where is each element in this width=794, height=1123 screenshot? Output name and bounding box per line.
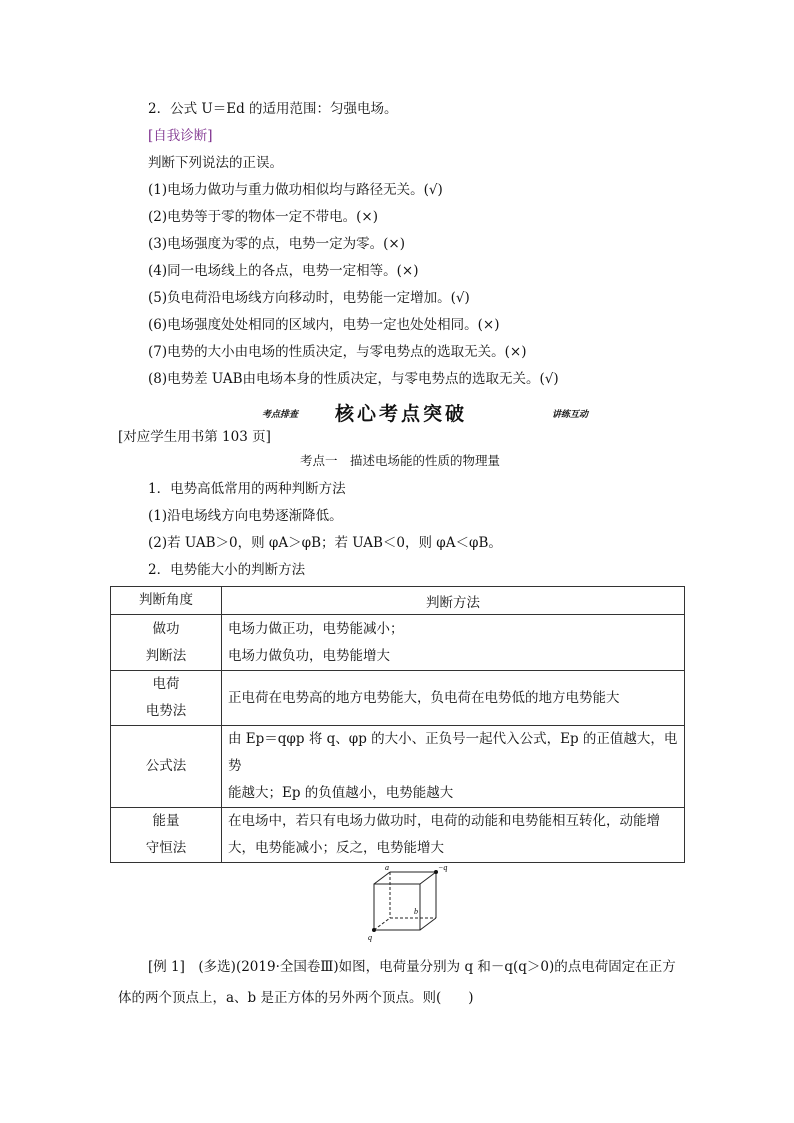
statement-4: (4)同一电场线上的各点，电势一定相等。(×): [148, 263, 419, 279]
angle-line: 判断法: [145, 647, 187, 664]
formula-line: 2．公式 U＝Ed 的适用范围：匀强电场。: [148, 101, 398, 117]
header-angle: 判断角度: [111, 587, 222, 615]
statement-8: (8)电势差 UAB由电场本身的性质决定，与零电势点的选取无关。(√): [148, 371, 559, 387]
section-title: 考点一 描述电场能的性质的物理量: [300, 453, 501, 468]
banner-title: 核心考点突破: [335, 403, 468, 425]
angle-line: 电势法: [145, 703, 187, 719]
method-line: 能越大；Ep 的负值越小，电势能越大: [228, 785, 454, 801]
angle-cell: [111, 671, 222, 726]
method-line: 电场力做正功，电势能减小；: [228, 620, 404, 637]
cube-figure: [360, 862, 452, 942]
table-row: [111, 671, 685, 726]
statement-7: (7)电势的大小由电场的性质决定，与零电势点的选取无关。(×): [148, 344, 527, 360]
charge-q-dot: [372, 928, 376, 932]
table-row: [111, 726, 685, 808]
angle-line: 做功: [152, 620, 180, 637]
table-header-row: [111, 587, 685, 615]
angle-cell: [111, 808, 222, 863]
intro-text: 判断下列说法的正误。: [148, 155, 283, 171]
method-1: (1)沿电场线方向电势逐渐降低。: [148, 508, 343, 524]
label-minus-q: −q: [438, 863, 448, 872]
method-cell: [222, 726, 685, 808]
angle-line: 能量: [152, 813, 180, 829]
self-check-heading: [自我诊断]: [148, 128, 213, 144]
method-cell: [222, 615, 685, 671]
method-line: 大，电势能减小；反之，电势能增大: [228, 840, 444, 856]
statement-3: (3)电场强度为零的点，电势一定为零。(×): [148, 236, 405, 252]
angle-line: 公式法: [145, 758, 187, 774]
statement-1: (1)电场力做功与重力做功相似均与路径无关。(√): [148, 182, 443, 198]
heading-1: 1．电势高低常用的两种判断方法: [148, 481, 346, 497]
banner-left: 考点排查: [262, 410, 299, 420]
label-b: b: [414, 907, 418, 916]
table-row: [111, 808, 685, 863]
statement-6: (6)电场强度处处相同的区域内，电势一定也处处相同。(×): [148, 317, 500, 333]
example-line-2: 体的两个顶点上，a、b 是正方体的另外两个顶点。则( ): [118, 990, 474, 1006]
header-method: 判断方法: [222, 587, 685, 615]
angle-cell: [111, 615, 222, 671]
methods-table: [110, 586, 685, 863]
statement-2: (2)电势等于零的物体一定不带电。(×): [148, 209, 378, 225]
statement-5: (5)负电荷沿电场线方向移动时，电势能一定增加。(√): [148, 290, 470, 306]
angle-line: 守恒法: [145, 840, 187, 856]
method-line: 由 Ep＝qφp 将 q、φp 的大小、正负号一起代入公式，Ep 的正值越大，电势: [228, 731, 678, 774]
method-cell: [222, 671, 685, 726]
heading-2: 2．电势能大小的判断方法: [148, 562, 306, 578]
label-a: a: [385, 863, 389, 872]
angle-line: 电荷: [152, 676, 180, 692]
method-line: 电场力做负功，电势能增大: [228, 647, 390, 664]
angle-cell: [111, 726, 222, 808]
page-reference: [对应学生用书第 103 页]: [118, 429, 271, 445]
method-line: 正电荷在电势高的地方电势能大，负电荷在电势低的地方电势能大: [228, 689, 620, 706]
method-line: 在电场中，若只有电场力做功时，电荷的动能和电势能相互转化，动能增: [228, 813, 660, 829]
banner-right: 讲练互动: [552, 410, 589, 420]
method-2: (2)若 UAB＞0，则 φA＞φB；若 UAB＜0，则 φA＜φB。: [148, 535, 502, 551]
method-cell: [222, 808, 685, 863]
example-line-1: [例 1] (多选)(2019·全国卷Ⅲ)如图，电荷量分别为 q 和－q(q＞0)的点电荷固定在正方: [148, 959, 676, 975]
table-row: [111, 615, 685, 671]
label-q: q: [368, 933, 372, 942]
